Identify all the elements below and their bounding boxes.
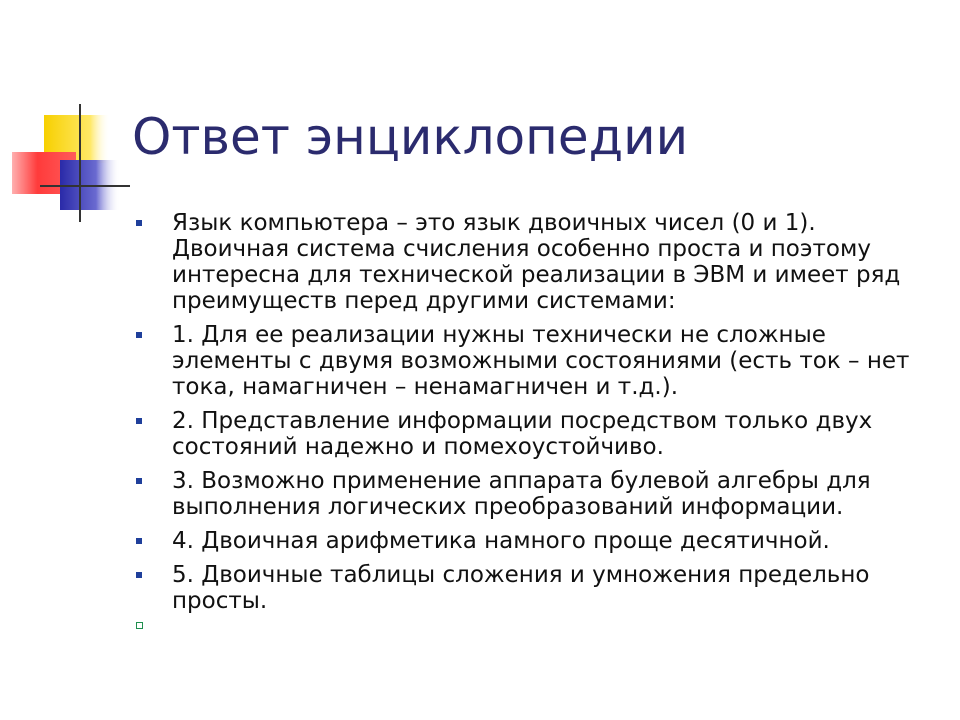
- bullet-item: [130, 528, 920, 554]
- bullet-text: 5. Двоичные таблицы сложения и умножения предельно просты.: [172, 562, 870, 614]
- bullet-square-icon: [136, 572, 142, 578]
- bullet-text: Язык компьютера – это язык двоичных чисел (0 и 1). Двоичная система счисления особенно проста и поэтому интересна для технической реализации в ЭВМ и имеет ряд преимуществ перед другими системами:: [172, 210, 901, 314]
- bullet-square-icon: [136, 538, 142, 544]
- bullet-item: [130, 210, 920, 314]
- bullet-item: [130, 562, 920, 614]
- bullet-list: [130, 210, 920, 648]
- empty-bullet-item: [130, 622, 920, 648]
- bullet-square-icon: [136, 220, 142, 226]
- slide-title: Ответ энциклопедии: [132, 108, 689, 166]
- bullet-square-icon: [136, 418, 142, 424]
- bullet-text: 4. Двоичная арифметика намного проще десятичной.: [172, 528, 830, 554]
- bullet-text: 1. Для ее реализации нужны технически не сложные элементы с двумя возможными состояниями (есть ток – нет тока, намагничен – ненамагничен и т.д.).: [172, 322, 910, 400]
- bullet-item: [130, 468, 920, 520]
- decorative-squares: [0, 0, 140, 230]
- bullet-square-icon: [136, 332, 142, 338]
- slide-content: [130, 210, 920, 648]
- empty-bullet-square-icon: [136, 622, 143, 629]
- bullet-item: [130, 322, 920, 400]
- bullet-text: 2. Представление информации посредством только двух состояний надежно и помехоустойчиво.: [172, 408, 873, 460]
- bullet-text: 3. Возможно применение аппарата булевой алгебры для выполнения логических преобразований информации.: [172, 468, 871, 520]
- bullet-item: [130, 408, 920, 460]
- bullet-square-icon: [136, 478, 142, 484]
